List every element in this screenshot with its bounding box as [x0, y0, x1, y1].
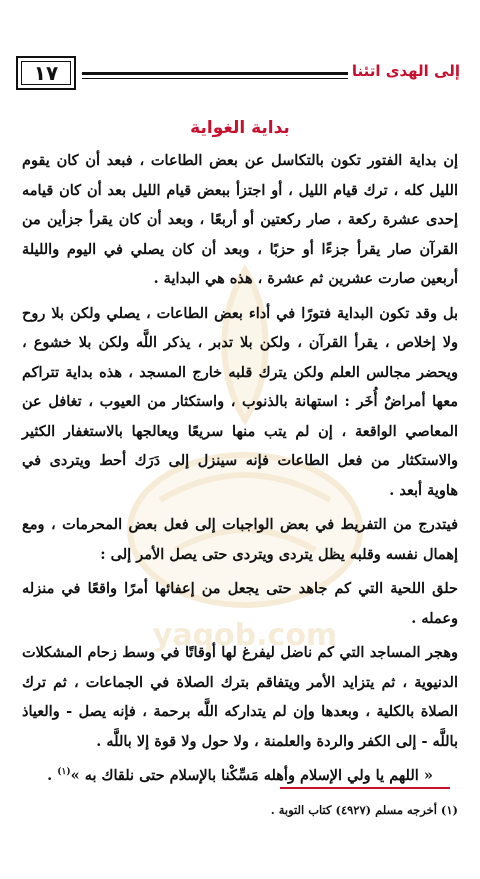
- paragraph-1: إن بداية الفتور تكون بالتكاسل عن بعض الطاعات ، فبعد أن كان يقوم الليل كله ، ترك قيام الليل ، أو اجتزأ ببعض قيام الليل بعد أن كان قيامه إحدى عشرة ركعة ، صار ركعتين أو أربعًا ، وبعد أن كان يقرأ جزأين من القرآن صار يقرأ جزءًا أو حزبًا ، وبعد أن كان يصلي في اليوم والليلة أربعين صارت عشرين ثم عشرة ، هذه هي البداية .: [22, 152, 458, 287]
- paragraph-4: حلق اللحية التي كم جاهد حتى يجعل من إعفائها أمرًا واقعًا في منزله وعمله .: [22, 580, 458, 627]
- page-header: [14, 56, 466, 96]
- book-title: إلى الهدى اتئنا: [351, 62, 460, 80]
- quote-end: .: [47, 767, 58, 784]
- header-rule: [82, 72, 348, 75]
- paragraph-5: وهجر المساجد التي كم ناضل ليفرغ لها أوقاتًا في وسط زحام المشكلات الدنيوية ، ثم يتزايد الأمر ويتفاقم بترك الصلاة في الجماعات ، ثم ترك الصلاة بالكلية ، وبعدها وإن لم يتداركه اللَّه برحمة ، فإنه يصل - والعياذ باللَّه - إلى الكفر والردة والعلمنة ، ولا حول ولا قوة إلا باللَّه .: [22, 644, 458, 750]
- section-title: بداية الغواية: [190, 118, 290, 138]
- quote-text: « اللهم يا ولي الإسلام وأهله مَسِّكْنا بالإسلام حتى نلقاك به »: [70, 767, 433, 784]
- main-content: [22, 118, 458, 796]
- watermark-text: yaqob.com: [152, 618, 338, 653]
- paragraph-3: فيتدرج من التفريط في بعض الواجبات إلى فعل بعض المحرمات ، ومع إهمال نفسه وقلبه يظل يتردى ويتردى حتى يصل الأمر إلى :: [22, 516, 458, 563]
- page-number-frame: [16, 56, 76, 90]
- footnote-divider: [280, 787, 450, 789]
- page-number: ١٧: [33, 61, 59, 85]
- paragraph-2: بل وقد تكون البداية فتورًا في أداء بعض الطاعات ، يصلي ولكن بلا روح ولا إخلاص ، يقرأ القرآن ، ولكن بلا تدبر ، يذكر اللَّه ولكن بلا خشوع ، ويحضر مجالس العلم ولكن يترك قلبه خارج المسجد ، هذه بداية تتراكم معها أمراضٌ أُخَر : استهانة بالذنوب ، واستكثار من العيوب ، تغافل عن المعاصي الواقعة ، إن لم يتب منها سريعًا ويعالجها بالاستغفار الكثير والاستكثار من فعل الطاعات فإنه سينزل إلى دَرَك أحط ويتردى في هاوية أبعد .: [22, 304, 458, 499]
- footnote-reference: (١): [57, 767, 71, 778]
- footnote: (١) أخرجه مسلم (٤٩٢٧) كتاب التوبة .: [270, 803, 458, 817]
- header-rule-thin: [82, 78, 348, 79]
